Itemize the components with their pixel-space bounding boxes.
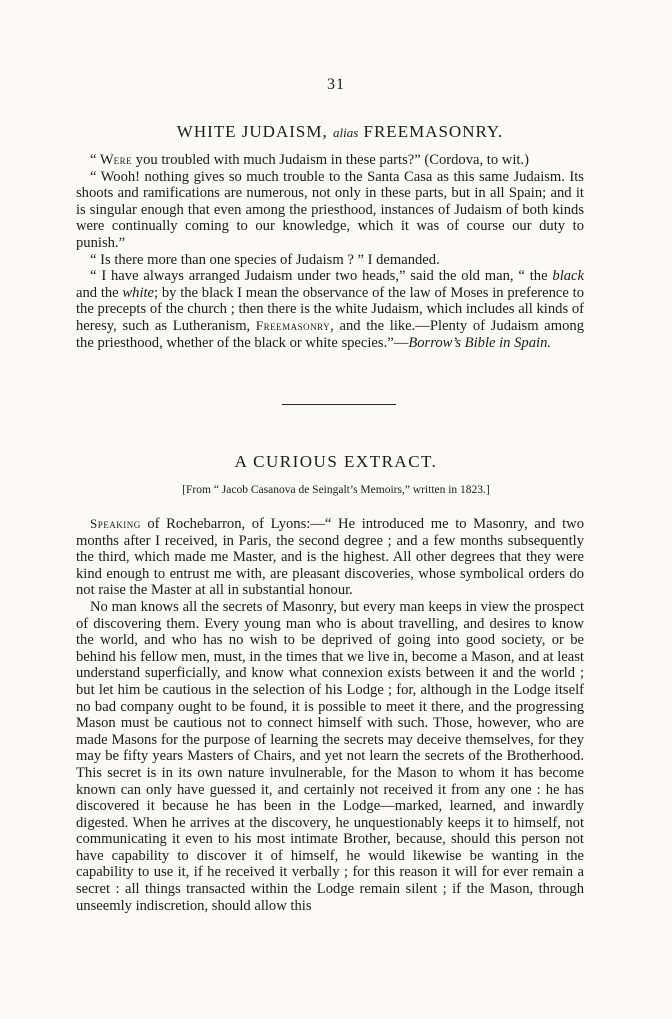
- article-title-curious-extract: A CURIOUS EXTRACT.: [234, 452, 438, 471]
- title-alias: alias: [332, 125, 359, 140]
- paragraph-text: ; by the black I mean the observance of the law of Moses in preference to the precepts of the church ; then there is the white Judaism, which includes all kinds of heresy, such as Lutheranism,: [76, 284, 584, 334]
- paragraph-text: “ I have always arranged Judaism under two heads,” said the old man, “ the: [90, 268, 553, 285]
- italic-word: black: [552, 268, 584, 285]
- article-title-white-judaism: [96, 122, 584, 142]
- paragraph-text: and the: [76, 284, 123, 301]
- citation: Borrow’s Bible in Spain.: [408, 334, 552, 351]
- drop-open: “ W: [90, 152, 114, 168]
- article-body-curious-extract: [76, 516, 584, 914]
- paragraph-text: you troubled with much Judaism in these parts?” (Cordova, to wit.): [132, 152, 529, 168]
- paragraph: [76, 152, 584, 169]
- page-number: 31: [327, 76, 345, 93]
- paragraph: [76, 516, 584, 599]
- article-body-white-judaism: [76, 152, 584, 351]
- title-part-1: WHITE JUDAISM,: [176, 122, 328, 141]
- small-caps-word: Freemasonry: [255, 317, 331, 333]
- italic-word: white: [122, 284, 155, 301]
- small-caps-word: Speaking: [90, 516, 141, 531]
- paragraph-text: , and the like.—Plenty of Judaism among the priesthood, whether of the black or white species.”—: [76, 317, 584, 351]
- small-caps-word: ere: [113, 152, 133, 167]
- source-note: [From “ Jacob Casanova de Seingalt’s Memoirs,” written in 1823.]: [182, 484, 490, 496]
- paragraph: [76, 268, 584, 351]
- title-part-2: FREEMASONRY.: [363, 122, 504, 141]
- paragraph-text: of Rochebarron, of Lyons:—“ He introduced me to Masonry, and two months after I received, in Paris, the second degree ; and a few months subsequently the third, which made me Master, and is the highest. All other degrees that they were kind enough to entrust me with, are pleasant discoveries, whose symbolical orders do not raise the Master at all in substantial honour.: [76, 516, 584, 599]
- paragraph: “ Is there more than one species of Judaism ? ” I demanded.: [90, 251, 440, 268]
- paragraph: No man knows all the secrets of Masonry, but every man keeps in view the prospect of discovering them. Every young man who is about travelling, and desires to know the world, and who has no wish to be deprived of going into good society, or be behind his fellow men, must, in the times that we live in, become a Mason, and at least understand superficially, and know what connexion exists between it and the world ; but let him be cautious in the selection of his Lodge ; for, although in the Lodge itself no bad company ought to be found, it is possible to meet it there, and the progressing Mason must be cautious not to connect himself with such. Those, however, who are made Masons for the purpose of learning the secrets may deceive themselves, for they may be fifty years Masters of Chairs, and yet not learn the secrets of the Brotherhood. This secret is in its own nature invulnerable, for the Mason to whom it has become known can only have guessed it, and certainly not received it from any one : he has discovered it because he has been in the Lodge—marked, learned, and inwardly digested. When he arrives at the discovery, he unquestionably keeps it to himself, not communicating it even to his most intimate Brother, because, should this person not have capability to discover it of himself, he would likewise be wanting in the capability to use it, if he received it verbally ; for this reason it will for ever remain a secret : all things transacted within the Lodge remain silent ; if the Mason, through unseemly indiscretion, should allow this: [76, 598, 584, 914]
- paragraph: “ Wooh! nothing gives so much trouble to the Santa Casa as this same Judaism. Its shoots and ramifications are numerous, not only in these parts, but in all Spain; and it is singular enough that even among the priesthood, instances of Judaism of both kinds were continually coming to our knowledge, which it was of course our duty to punish.”: [76, 168, 584, 251]
- section-divider: [282, 404, 396, 405]
